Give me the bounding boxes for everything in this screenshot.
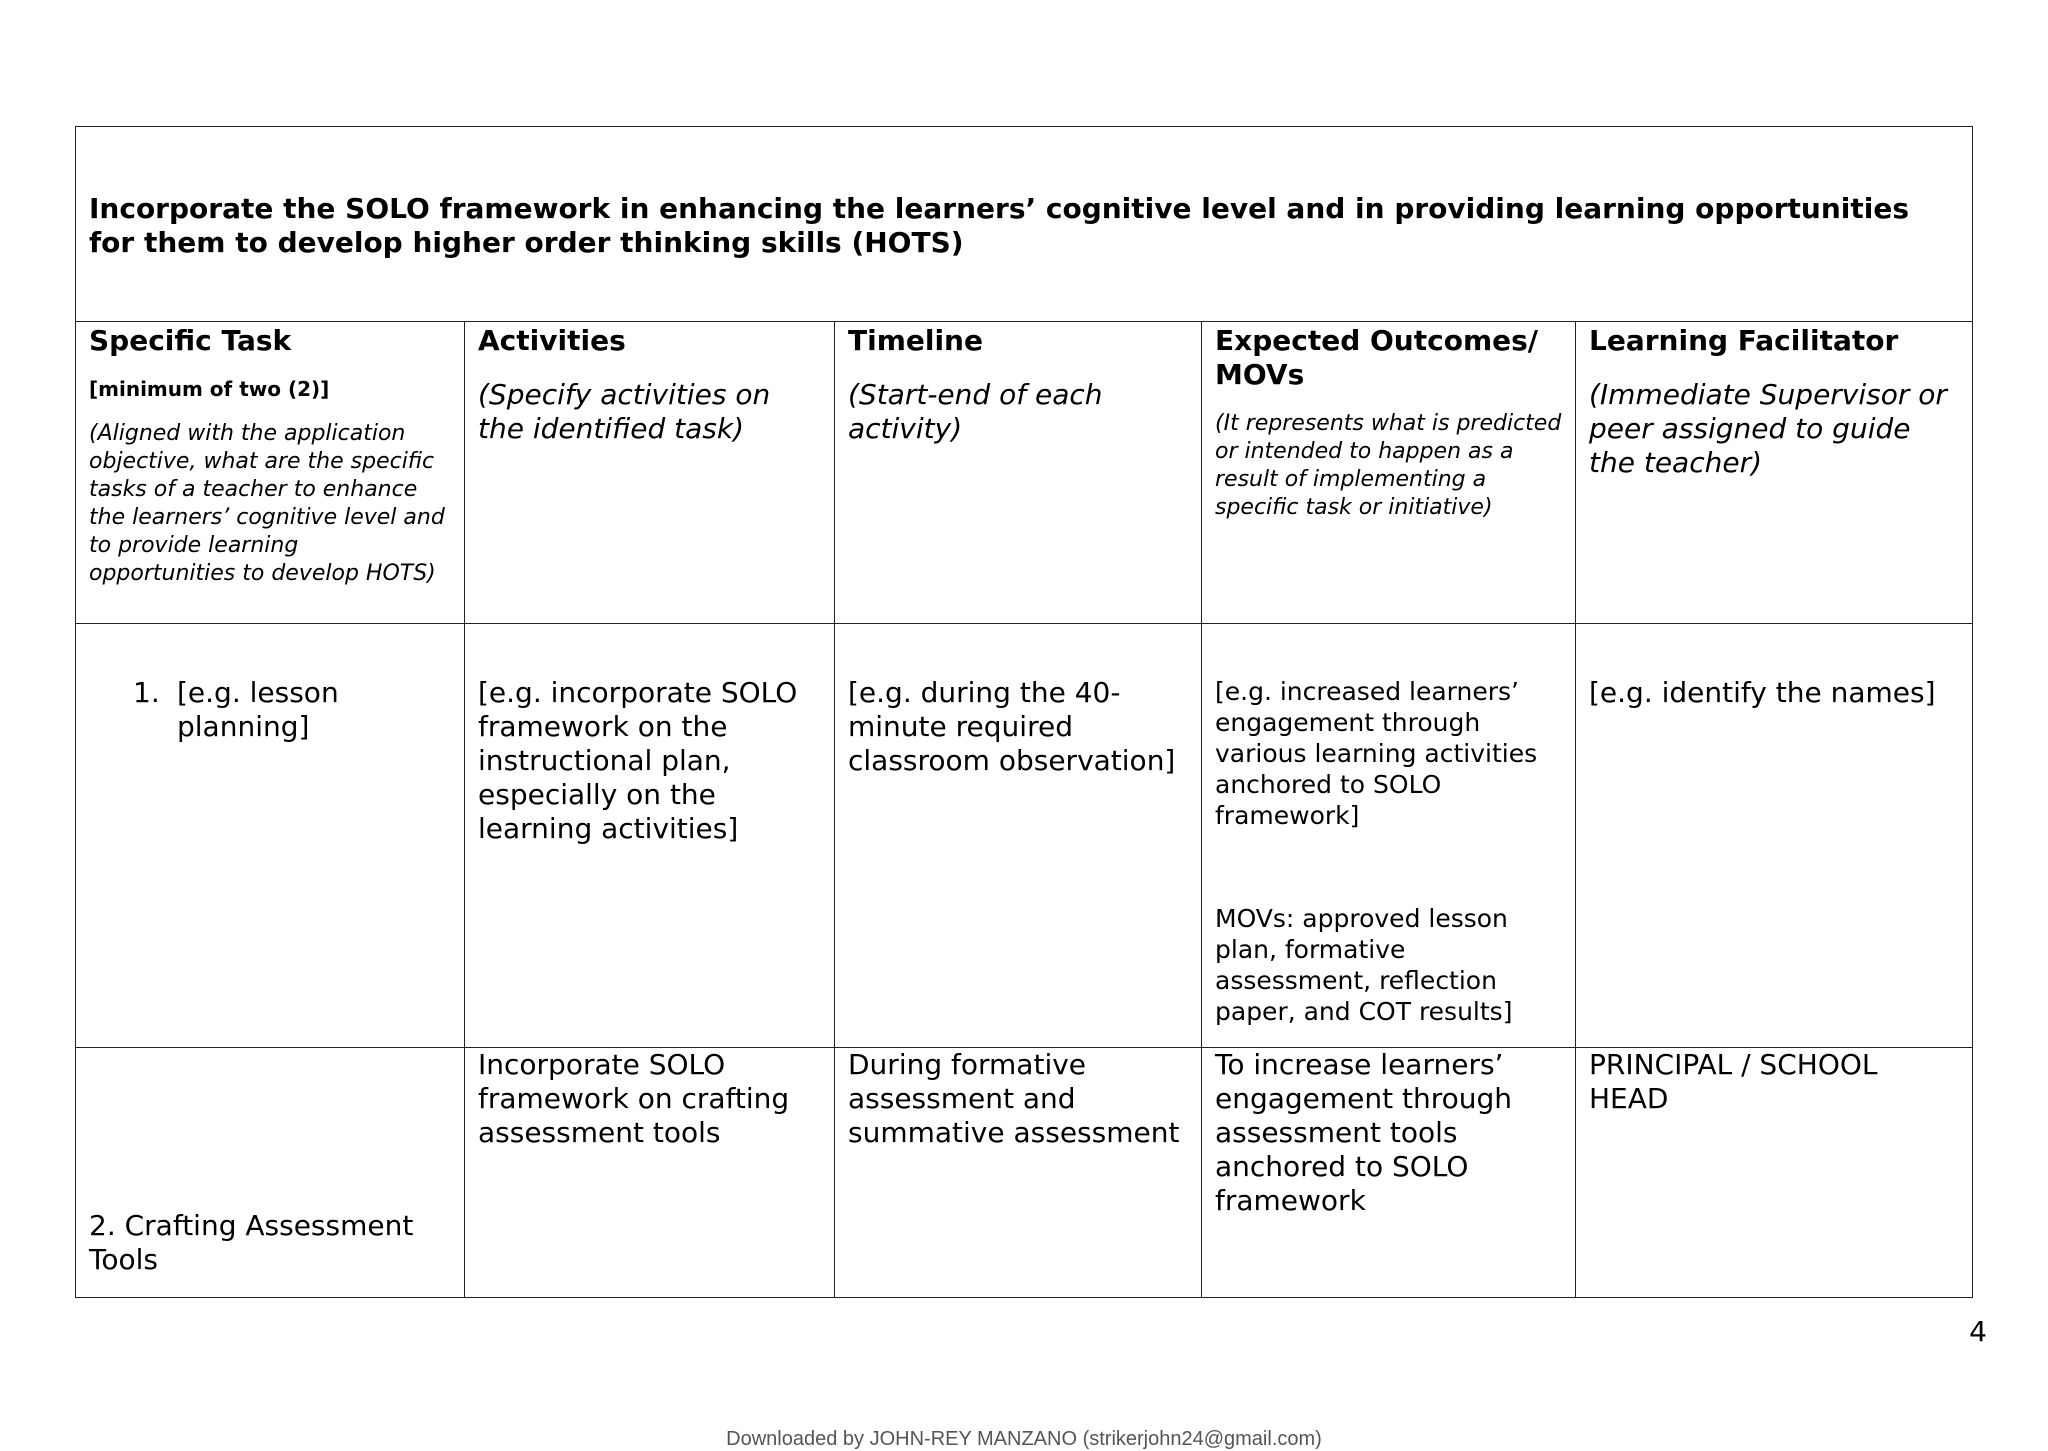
page-number: 4 — [1969, 1315, 1987, 1348]
timeline-text: [e.g. during the 40-minute required classroom observation] — [848, 676, 1176, 777]
expected-outcomes-cell — [1202, 624, 1576, 1048]
header-note: (Start-end of each activity) — [848, 378, 1103, 445]
timeline-cell — [835, 624, 1202, 1048]
header-learning-facilitator — [1576, 322, 1973, 624]
objective-cell — [76, 127, 1973, 322]
header-title: Activities — [478, 324, 626, 357]
header-timeline — [835, 322, 1202, 624]
activities-text: [e.g. incorporate SOLO framework on the instructional plan, especially on the learning activities] — [478, 676, 798, 845]
header-title: Learning Facilitator — [1589, 324, 1899, 357]
header-title: Timeline — [848, 324, 983, 357]
task-text: 2. Crafting Assessment Tools — [89, 1209, 414, 1276]
activities-text: Incorporate SOLO framework on crafting assessment tools — [478, 1048, 790, 1149]
header-expected-outcomes — [1202, 322, 1576, 624]
task-text: [e.g. lesson planning] — [177, 676, 339, 743]
header-activities — [465, 322, 835, 624]
task-number: 1. — [133, 676, 160, 709]
expected-outcomes-cell — [1202, 1048, 1576, 1298]
header-title: Specific Task — [89, 324, 292, 357]
timeline-cell — [835, 1048, 1202, 1298]
expected-outcomes-text: To increase learners’ engagement through assessment tools anchored to SOLO framework — [1215, 1048, 1513, 1217]
header-row — [76, 322, 1973, 624]
header-minimum: [minimum of two (2)] — [89, 377, 330, 401]
download-footer: Downloaded by JOHN-REY MANZANO (strikerjohn24@gmail.com) — [726, 1428, 1322, 1450]
objective-text: Incorporate the SOLO framework in enhancing the learners’ cognitive level and in providing learning opportunities for them to develop higher order thinking skills (HOTS) — [89, 192, 1910, 259]
activities-cell — [465, 624, 835, 1048]
header-note: (Immediate Supervisor or peer assigned to guide the teacher) — [1589, 378, 1947, 479]
table-row — [76, 1048, 1973, 1298]
header-note: (Aligned with the application objective, what are the specific tasks of a teacher to enhance the learners’ cognitive level and to provide learning opportunities to develop HOTS) — [89, 421, 445, 586]
task-list-item — [133, 676, 451, 744]
activities-cell — [465, 1048, 835, 1298]
action-plan-table — [75, 126, 1973, 1298]
table-row — [76, 624, 1973, 1048]
timeline-text: During formative assessment and summative assessment — [848, 1048, 1180, 1149]
facilitator-text: [e.g. identify the names] — [1589, 676, 1936, 709]
facilitator-cell — [1576, 624, 1973, 1048]
objective-row — [76, 127, 1973, 322]
header-note: (It represents what is predicted or intended to happen as a result of implementing a specific task or initiative) — [1215, 411, 1562, 520]
expected-outcomes-text: [e.g. increased learners’ engagement through various learning activities anchored to SOLO framework] — [1215, 677, 1538, 830]
facilitator-text: PRINCIPAL / SCHOOL HEAD — [1589, 1048, 1878, 1115]
header-specific-task — [76, 322, 465, 624]
header-title: Expected Outcomes/ MOVs — [1215, 324, 1538, 391]
movs-text: MOVs: approved lesson plan, formative assessment, reflection paper, and COT results] — [1215, 904, 1513, 1026]
header-note: (Specify activities on the identified task) — [478, 378, 771, 445]
facilitator-cell — [1576, 1048, 1973, 1298]
task-cell — [76, 1048, 465, 1298]
task-cell — [76, 624, 465, 1048]
